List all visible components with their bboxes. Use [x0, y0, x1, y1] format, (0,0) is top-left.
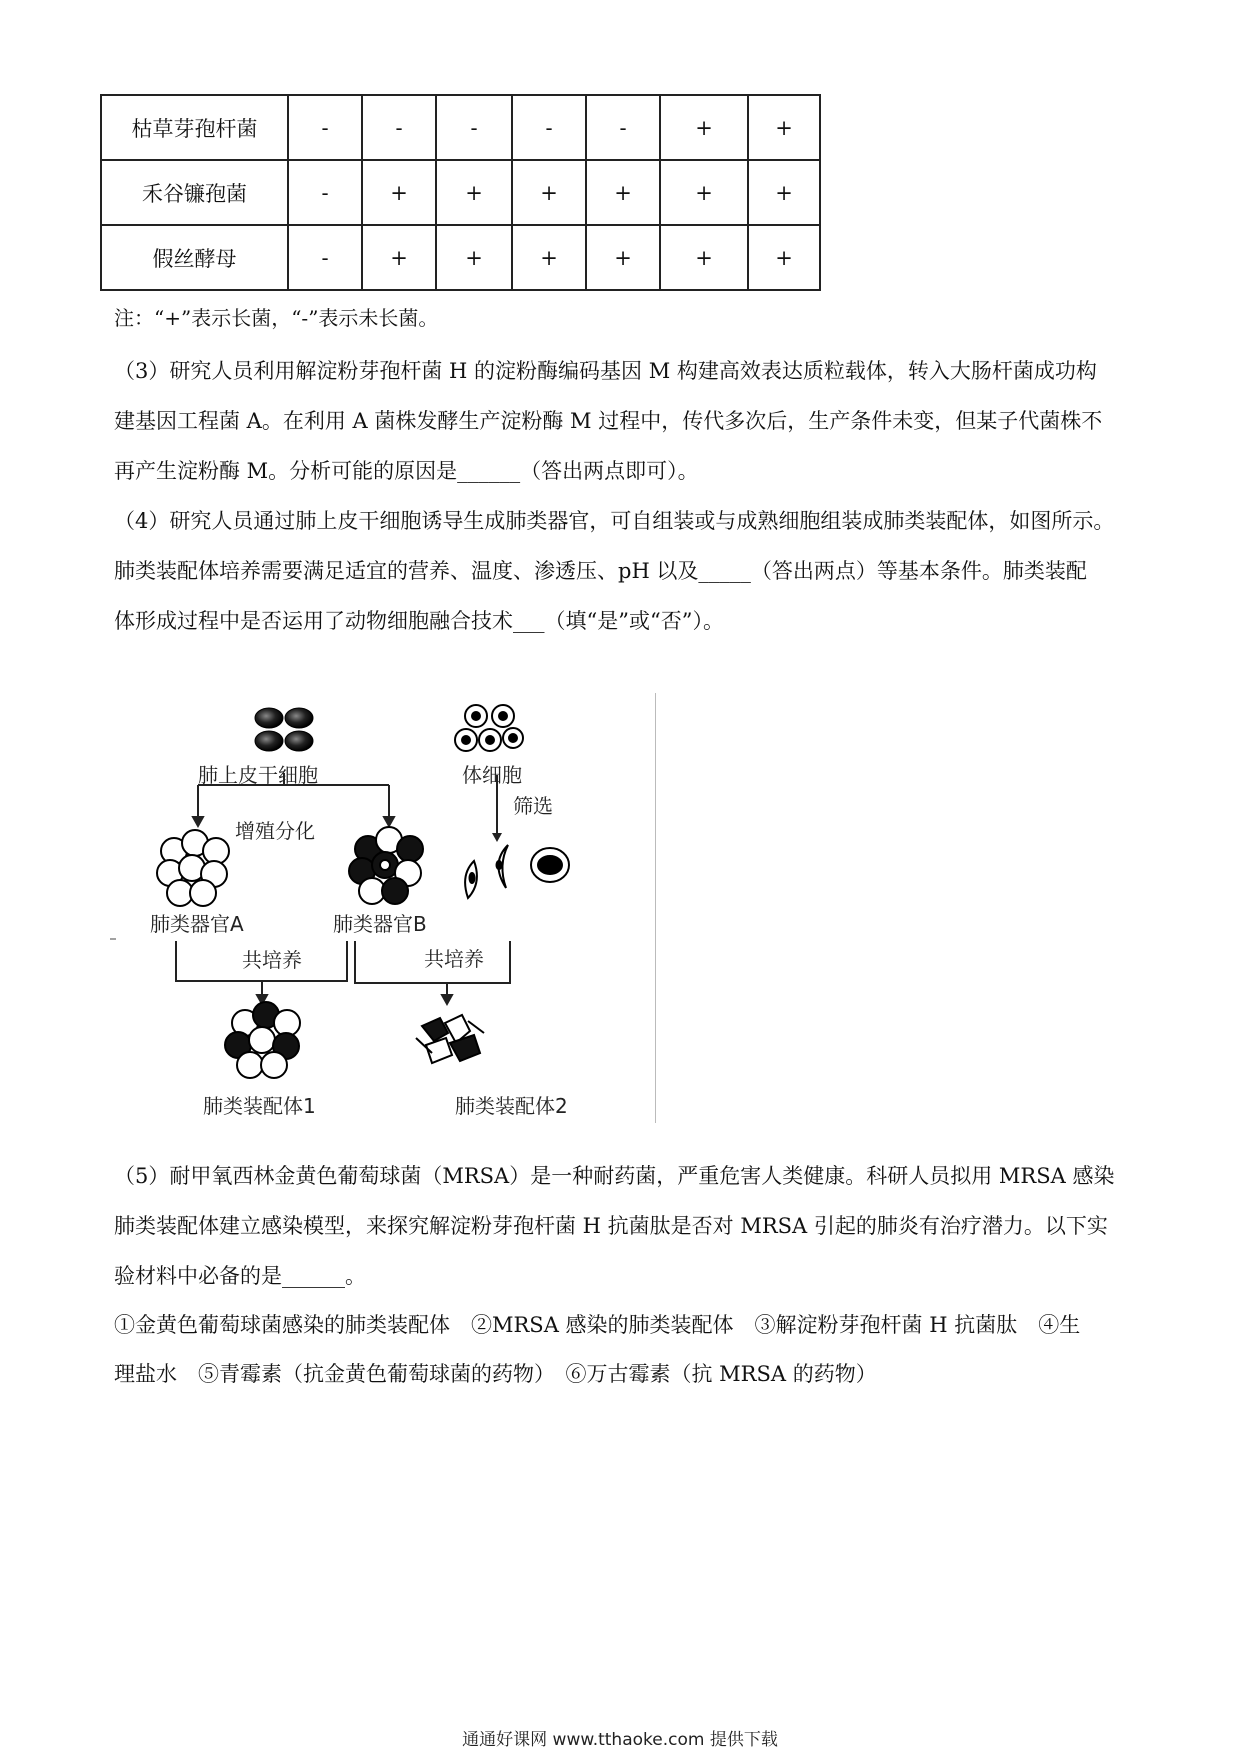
label-coculture-2: 共培养	[424, 947, 484, 971]
growth-result-cell: +	[512, 160, 586, 225]
growth-result-cell: +	[512, 225, 586, 290]
q4-line-3: 体形成过程中是否运用了动物细胞融合技术___（填“是”或“否”）。	[114, 609, 724, 633]
organoid-b-icon	[349, 827, 423, 904]
label-organoid-a: 肺类器官A	[150, 912, 244, 936]
page-footer: 通通好课网 www.tthaoke.com 提供下载	[462, 1730, 778, 1750]
mature-cells-icon	[465, 845, 569, 898]
q4-line-2: 肺类装配体培养需要满足适宜的营养、温度、渗透压、pH 以及_____（答出两点）等基本条件。肺类装配	[114, 559, 1087, 583]
organism-name-cell: 禾谷镰孢菌	[101, 160, 288, 225]
table-row	[101, 95, 820, 160]
q5-line-2: 肺类装配体建立感染模型，来探究解淀粉芽孢杆菌 H 抗菌肽是否对 MRSA 引起的肺炎有治疗潜力。以下实	[114, 1214, 1108, 1238]
growth-result-cell: -	[288, 160, 362, 225]
organism-name-cell: 假丝酵母	[101, 225, 288, 290]
growth-result-cell: -	[288, 95, 362, 160]
label-somatic-cells: 体细胞	[462, 763, 522, 787]
label-coculture-1: 共培养	[242, 948, 302, 972]
q3-line-3: 再产生淀粉酶 M。分析可能的原因是______（答出两点即可）。	[114, 459, 699, 483]
q3-line-2: 建基因工程菌 A。在利用 A 菌株发酵生产淀粉酶 M 过程中，传代多次后，生产条件未变，但某子代菌株不	[114, 409, 1103, 433]
label-assembloid-1: 肺类装配体1	[203, 1094, 316, 1118]
label-assembloid-2: 肺类装配体2	[455, 1094, 568, 1118]
q4-line-1: （4）研究人员通过肺上皮干细胞诱导生成肺类器官，可自组装或与成熟细胞组装成肺类装配体，如图所示。	[114, 509, 1115, 533]
q5-options-line-2: 理盐水 ⑤青霉素（抗金黄色葡萄球菌的药物） ⑥万古霉素（抗 MRSA 的药物）	[114, 1362, 877, 1386]
q5-line-1: （5）耐甲氧西林金黄色葡萄球菌（MRSA）是一种耐药菌，严重危害人类健康。科研人员拟用 MRSA 感染	[114, 1164, 1115, 1188]
growth-result-cell: +	[436, 160, 512, 225]
assembloid-2-icon	[416, 1015, 484, 1063]
somatic-cells-icon	[455, 705, 523, 751]
growth-result-table	[100, 94, 821, 291]
organism-name-cell: 枯草芽孢杆菌	[101, 95, 288, 160]
table-row	[101, 160, 820, 225]
label-stem-cells: 肺上皮干细胞	[198, 763, 318, 787]
table-row	[101, 225, 820, 290]
q5-line-3: 验材料中必备的是______。	[114, 1264, 366, 1288]
growth-result-cell: -	[512, 95, 586, 160]
q3-line-1: （3）研究人员利用解淀粉芽孢杆菌 H 的淀粉酶编码基因 M 构建高效表达质粒载体，转入大肠杆菌成功构	[114, 359, 1097, 383]
label-organoid-b: 肺类器官B	[333, 912, 427, 936]
growth-result-cell: -	[288, 225, 362, 290]
growth-result-cell: -	[436, 95, 512, 160]
organoid-a-icon	[157, 830, 229, 906]
growth-result-cell: +	[660, 95, 748, 160]
growth-result-cell: +	[436, 225, 512, 290]
growth-result-cell: +	[362, 225, 436, 290]
stem-cells-icon	[255, 708, 313, 751]
lung-assembloid-diagram	[110, 693, 660, 1123]
growth-result-cell: +	[660, 225, 748, 290]
growth-result-cell: +	[748, 160, 820, 225]
assembloid-1-icon	[225, 1002, 300, 1078]
table-note: 注：“+”表示长菌，“-”表示未长菌。	[114, 306, 439, 330]
growth-result-cell: -	[362, 95, 436, 160]
growth-result-cell: +	[362, 160, 436, 225]
growth-result-cell: +	[586, 160, 660, 225]
growth-result-cell: +	[660, 160, 748, 225]
label-proliferation: 增殖分化	[235, 819, 315, 843]
growth-result-cell: +	[748, 225, 820, 290]
growth-result-cell: +	[748, 95, 820, 160]
growth-result-cell: -	[586, 95, 660, 160]
q5-options-line-1: ①金黄色葡萄球菌感染的肺类装配体 ②MRSA 感染的肺类装配体 ③解淀粉芽孢杆菌 H 抗菌肽 ④生	[114, 1313, 1081, 1337]
label-screening: 筛选	[513, 794, 553, 818]
growth-result-cell: +	[586, 225, 660, 290]
